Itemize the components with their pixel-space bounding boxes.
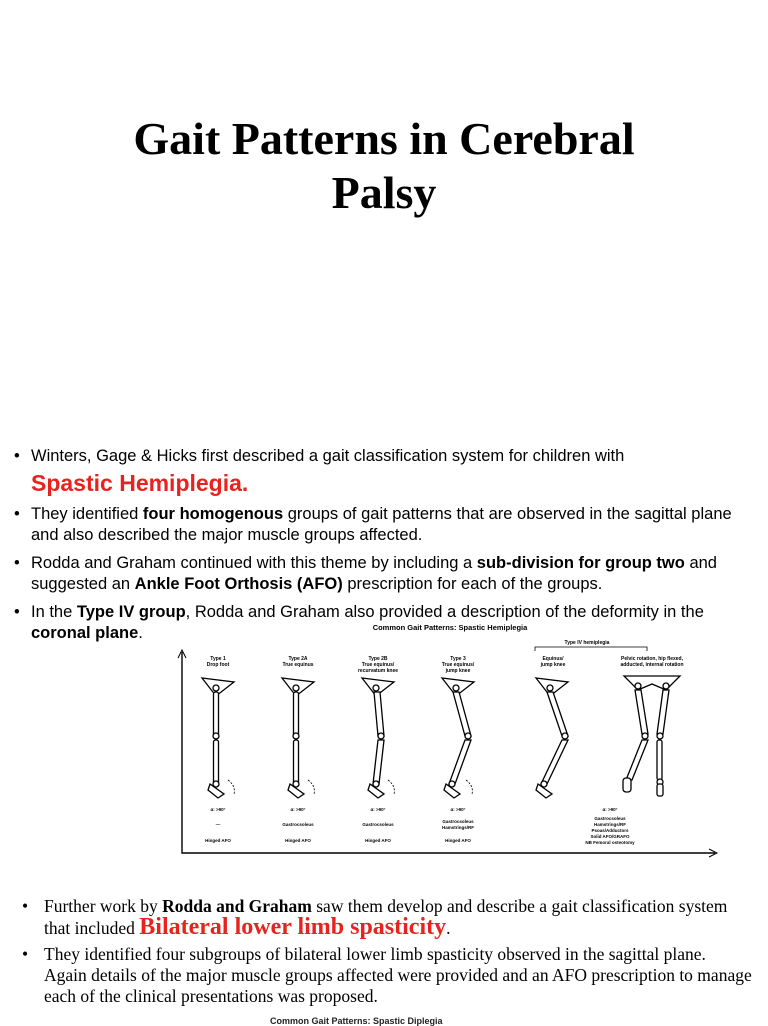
highlight-spastic-hemiplegia: Spastic Hemiplegia. (31, 470, 249, 496)
gait-patterns-figure (170, 620, 720, 860)
bullet-item-5 (22, 896, 752, 939)
type4-line-3: Psoas/Adductors (591, 828, 629, 833)
col3-angle: α: >90° (370, 807, 386, 812)
col2-header-2: True equinus (282, 662, 314, 668)
page-title (0, 112, 768, 220)
col4-afo: Hinged AFO (445, 838, 471, 843)
cutoff-figure-title: Common Gait Patterns: Spastic Diplegia (270, 1016, 443, 1026)
bold-text: Type IV group (76, 603, 186, 621)
leg-figure-type4-coronal (623, 676, 680, 796)
col6-header-1: Pelvic rotation, hip flexed, (621, 656, 683, 662)
bullet-text: Further work by (44, 896, 163, 916)
col2-afo: Hinged AFO (285, 838, 311, 843)
col4-angle: α: >90° (450, 807, 466, 812)
bold-text: Ankle Foot Orthosis (AFO) (134, 575, 343, 593)
col4-header-3: jump knee (445, 668, 471, 674)
bullet-list-top (14, 446, 754, 644)
bullet-text: saw them develop and describe a gait classification system that included (44, 896, 728, 938)
bullet-dot: • (22, 944, 29, 964)
bullet-text: They identified (31, 505, 143, 523)
leg-figure-type4-sagittal (536, 678, 568, 798)
col1-angle: α: >90° (210, 807, 226, 812)
type4-angle: α: >90° (602, 807, 618, 812)
leg-figure-type1 (202, 678, 234, 798)
figure-title: Common Gait Patterns: Spastic Hemiplegia (372, 623, 528, 632)
col5-header-2: jump knee (540, 662, 566, 668)
col3-header-3: recurvatum knee (357, 668, 399, 674)
col2-muscles: Gastrocsoleus (282, 822, 314, 827)
type4-line-5: NB Femoral osteotomy (585, 840, 635, 845)
col1-muscles: — (215, 822, 221, 827)
bullet-text: . (446, 918, 451, 938)
title-line-1: Gait Patterns in Cerebral (133, 113, 635, 164)
col4-header-2: True equinus/ (441, 662, 475, 668)
bullet-item-6 (22, 944, 752, 1007)
col1-afo: Hinged AFO (205, 838, 231, 843)
col1-header-1: Type 1 (210, 656, 226, 662)
col3-header-2: True equinus/ (361, 662, 395, 668)
bullet-item-2 (14, 504, 754, 546)
col6-header-2: adducted, internal rotation (620, 662, 684, 668)
col3-header-1: Type 2B (368, 656, 388, 662)
bullet-dot: • (14, 603, 20, 621)
bullet-text: . (138, 624, 143, 642)
col5-header-1: Equinus/ (542, 656, 564, 662)
col2-header-1: Type 2A (288, 656, 308, 662)
type4-bracket (535, 647, 647, 651)
col3-muscles: Gastrocsoleus (362, 822, 394, 827)
bullet-text: Rodda and Graham continued with this theme by including a (31, 554, 477, 572)
bullet-dot: • (14, 505, 20, 523)
bullet-text: and suggested an (31, 554, 717, 593)
bold-text: four homogenous (142, 505, 284, 523)
bullet-item-3 (14, 553, 754, 595)
type4-line-2: Hamstrings/RF (593, 822, 627, 827)
bullet-text: Winters, Gage & Hicks first described a gait classification system for children with (31, 447, 625, 465)
type4-line-1: Gastrocsoleus (594, 816, 626, 821)
col4-muscles-1: Gastrocsoleus (442, 819, 474, 824)
bullet-text: , Rodda and Graham also provided a description of the deformity in the (185, 603, 704, 621)
leg-figure-type2a (282, 678, 314, 798)
col1-header-2: Drop foot (206, 662, 230, 668)
bullet-text: groups of gait patterns that are observed in the sagittal plane and also described the major muscle groups affected. (31, 505, 732, 544)
bullet-text: prescription for each of the groups. (342, 575, 603, 593)
highlight-bilateral-spasticity: Bilateral lower limb spasticity (139, 914, 447, 940)
bullet-item-1 (14, 446, 754, 499)
bold-text: sub-division for group two (476, 554, 685, 572)
bullet-dot: • (22, 896, 29, 916)
col2-angle: α: >90° (290, 807, 306, 812)
bullet-dot: • (14, 554, 20, 572)
col3-afo: Hinged AFO (365, 838, 391, 843)
title-line-2: Palsy (331, 167, 437, 218)
bullet-text: They identified four subgroups of bilateral lower limb spasticity observed in the sagittal plane. Again details of the major muscle groups affected were provided and an AFO prescription to manage each of the clinical presentations was proposed. (44, 944, 752, 1006)
type4-line-4: Solid AFO/GRAFO (590, 834, 630, 839)
bold-text: coronal plane (31, 624, 139, 642)
bullet-dot: • (14, 447, 20, 465)
bullet-text: In the (31, 603, 77, 621)
bold-text: Rodda and Graham (162, 896, 312, 916)
leg-figure-type3 (442, 678, 474, 798)
type4-label: Type IV hemiplegia (564, 640, 610, 646)
bullet-list-bottom (22, 896, 752, 1007)
leg-figure-type2b (362, 678, 394, 798)
col4-header-1: Type 3 (450, 656, 466, 662)
col4-muscles-2: Hamstrings/RF (441, 825, 475, 830)
